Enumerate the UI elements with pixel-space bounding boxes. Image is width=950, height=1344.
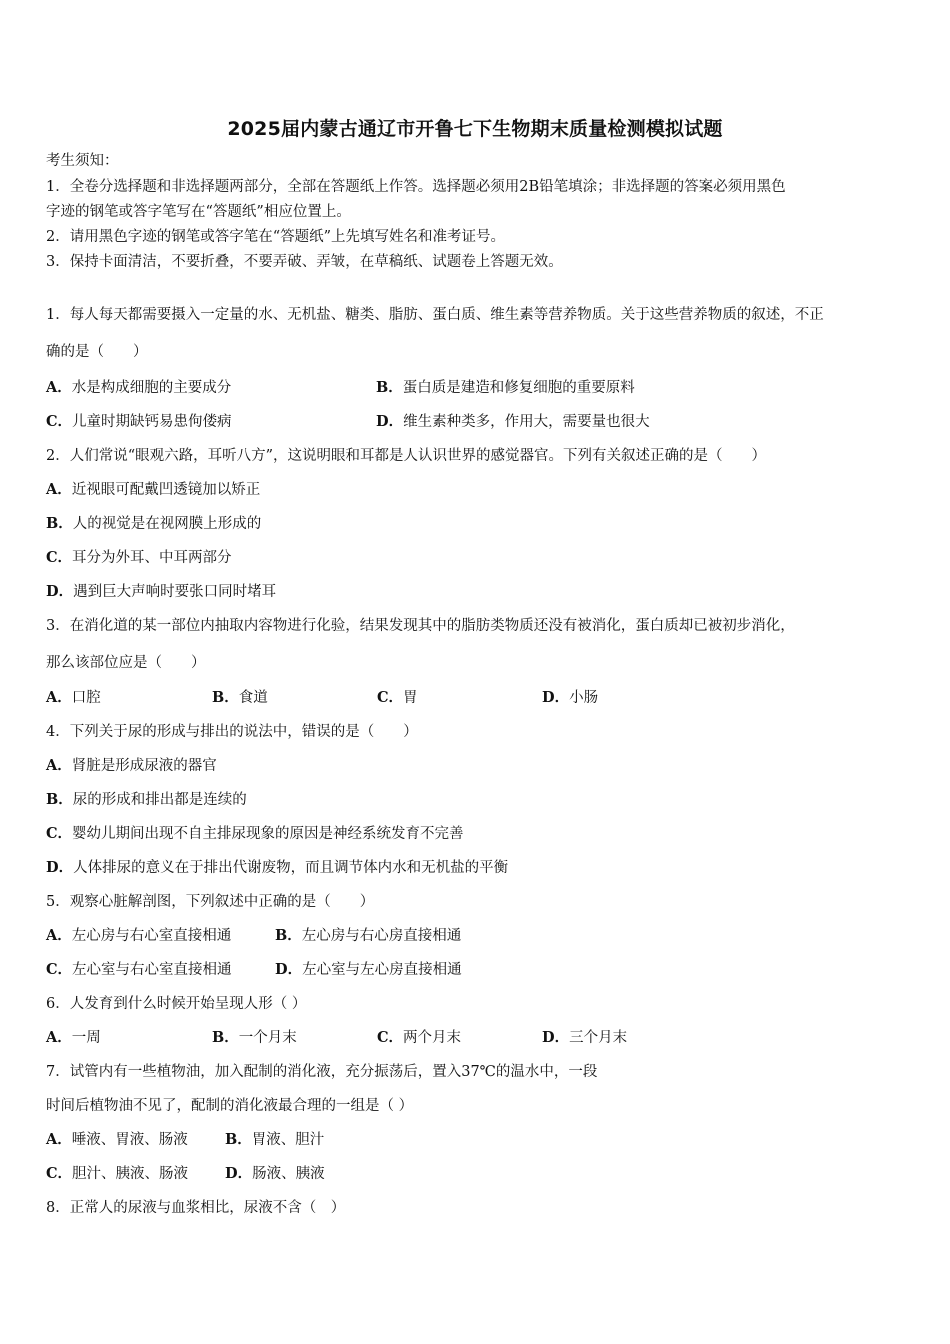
- option-text: 一个月末: [238, 1030, 297, 1046]
- question-6-option-b: [212, 1028, 297, 1048]
- option-text: 胃: [403, 690, 418, 706]
- question-1-option-d: [376, 412, 650, 432]
- question-7-stem: 时间后植物油不见了，配制的消化液最合理的一组是（ ）: [46, 1098, 414, 1114]
- option-text: 三个月末: [569, 1030, 628, 1046]
- question-7-option-b: [225, 1130, 324, 1150]
- option-text: 肠液、胰液: [252, 1166, 325, 1182]
- option-letter: A．: [46, 379, 72, 396]
- option-letter: A．: [46, 481, 72, 498]
- option-letter: D．: [46, 583, 74, 600]
- question-8-stem: 8．正常人的尿液与血浆相比，尿液不含（ ）: [46, 1200, 346, 1216]
- option-text: 蛋白质是建造和修复细胞的重要原料: [402, 380, 635, 396]
- question-4-stem: 4．下列关于尿的形成与排出的说法中，错误的是（ ）: [46, 724, 418, 740]
- question-3-stem: 那么该部位应是（ ）: [46, 655, 206, 671]
- option-letter: C．: [46, 413, 73, 430]
- option-letter: D．: [275, 961, 303, 978]
- option-text: 左心房与右心室直接相通: [71, 928, 232, 944]
- notice-item: 3．保持卡面清洁，不要折叠，不要弄破、弄皱，在草稿纸、试题卷上答题无效。: [46, 254, 563, 270]
- page-title: 2025届内蒙古通辽市开鲁七下生物期末质量检测模拟试题: [227, 118, 723, 140]
- option-letter: D．: [376, 413, 404, 430]
- option-letter: C．: [377, 689, 404, 706]
- option-letter: A．: [46, 1029, 72, 1046]
- option-text: 耳分为外耳、中耳两部分: [72, 550, 232, 566]
- option-text: 一周: [71, 1030, 101, 1046]
- option-text: 两个月末: [403, 1030, 462, 1046]
- option-letter: C．: [46, 961, 73, 978]
- question-1-stem: 1．每人每天都需要摄入一定量的水、无机盐、糖类、脂肪、蛋白质、维生素等营养物质。关于这些营养物质的叙述，不正: [46, 307, 824, 323]
- option-text: 近视眼可配戴凹透镜加以矫正: [71, 482, 261, 498]
- question-5-option-a: [46, 926, 231, 946]
- question-1-option-a: [46, 378, 231, 398]
- option-text: 左心室与右心室直接相通: [72, 962, 232, 978]
- option-letter: B．: [46, 515, 73, 532]
- question-6-option-c: [377, 1028, 461, 1048]
- option-letter: B．: [212, 1029, 239, 1046]
- option-letter: B．: [46, 791, 73, 808]
- question-2-option-a: [46, 480, 260, 500]
- question-2-option-d: [46, 582, 276, 602]
- question-1-option-b: [376, 378, 635, 398]
- option-text: 口腔: [71, 690, 101, 706]
- notice-heading: 考生须知：: [46, 153, 119, 169]
- question-6-option-a: [46, 1028, 101, 1048]
- option-text: 水是构成细胞的主要成分: [71, 380, 232, 396]
- option-text: 唾液、胃液、肠液: [71, 1132, 188, 1148]
- question-4-option-b: [46, 790, 247, 810]
- question-5-option-b: [275, 926, 461, 946]
- option-text: 食道: [238, 690, 268, 706]
- option-letter: D．: [542, 1029, 570, 1046]
- question-3-option-d: [542, 688, 598, 708]
- question-3-option-a: [46, 688, 101, 708]
- option-text: 人体排尿的意义在于排出代谢废物，而且调节体内水和无机盐的平衡: [73, 860, 509, 876]
- option-text: 胃液、胆汁: [251, 1132, 325, 1148]
- option-letter: C．: [46, 1165, 73, 1182]
- option-letter: C．: [46, 549, 73, 566]
- option-letter: D．: [225, 1165, 253, 1182]
- option-letter: B．: [225, 1131, 252, 1148]
- question-5-option-d: [275, 960, 462, 980]
- option-letter: B．: [376, 379, 403, 396]
- question-2-option-c: [46, 548, 232, 568]
- option-letter: B．: [212, 689, 239, 706]
- question-4-option-c: [46, 824, 464, 844]
- question-7-option-a: [46, 1130, 188, 1150]
- option-letter: A．: [46, 1131, 72, 1148]
- question-4-option-d: [46, 858, 508, 878]
- option-text: 维生素种类多，作用大，需要量也很大: [403, 414, 650, 430]
- option-text: 婴幼儿期间出现不自主排尿现象的原因是神经系统发育不完善: [72, 826, 464, 842]
- option-text: 左心房与右心房直接相通: [301, 928, 462, 944]
- option-letter: A．: [46, 689, 72, 706]
- option-letter: B．: [275, 927, 302, 944]
- option-letter: C．: [377, 1029, 404, 1046]
- option-text: 胆汁、胰液、肠液: [72, 1166, 189, 1182]
- question-4-option-a: [46, 756, 217, 776]
- option-text: 儿童时期缺钙易患佝偻病: [72, 414, 232, 430]
- question-7-option-d: [225, 1164, 325, 1184]
- option-letter: D．: [542, 689, 570, 706]
- question-1-stem: 确的是（ ）: [46, 344, 148, 360]
- option-text: 左心室与左心房直接相通: [302, 962, 462, 978]
- question-3-option-b: [212, 688, 268, 708]
- question-5-option-c: [46, 960, 232, 980]
- option-text: 尿的形成和排出都是连续的: [72, 792, 247, 808]
- question-2-option-b: [46, 514, 261, 534]
- option-letter: A．: [46, 927, 72, 944]
- question-5-stem: 5．观察心脏解剖图，下列叙述中正确的是（ ）: [46, 894, 375, 910]
- option-text: 小肠: [569, 690, 599, 706]
- option-text: 人的视觉是在视网膜上形成的: [72, 516, 262, 532]
- option-text: 肾脏是形成尿液的器官: [71, 758, 217, 774]
- option-letter: C．: [46, 825, 73, 842]
- option-letter: A．: [46, 757, 72, 774]
- notice-item: 字迹的钢笔或答字笔写在“答题纸”相应位置上。: [46, 204, 351, 220]
- option-text: 遇到巨大声响时要张口同时堵耳: [73, 584, 277, 600]
- question-2-stem: 2．人们常说“眼观六路，耳听八方”，这说明眼和耳都是人认识世界的感觉器官。下列有关叙述正确的是（ ）: [46, 448, 767, 464]
- question-3-option-c: [377, 688, 418, 708]
- question-6-option-d: [542, 1028, 627, 1048]
- question-7-stem: 7．试管内有一些植物油，加入配制的消化液，充分振荡后，置入37℃的温水中，一段: [46, 1064, 598, 1080]
- question-6-stem: 6．人发育到什么时候开始呈现人形（ ）: [46, 996, 307, 1012]
- question-1-option-c: [46, 412, 232, 432]
- question-3-stem: 3．在消化道的某一部位内抽取内容物进行化验，结果发现其中的脂肪类物质还没有被消化，蛋白质却已被初步消化，: [46, 618, 795, 634]
- notice-item: 1．全卷分选择题和非选择题两部分，全部在答题纸上作答。选择题必须用2B铅笔填涂；非选择题的答案必须用黑色: [46, 179, 786, 195]
- question-7-option-c: [46, 1164, 188, 1184]
- option-letter: D．: [46, 859, 74, 876]
- notice-item: 2．请用黑色字迹的钢笔或答字笔在“答题纸”上先填写姓名和准考证号。: [46, 229, 506, 245]
